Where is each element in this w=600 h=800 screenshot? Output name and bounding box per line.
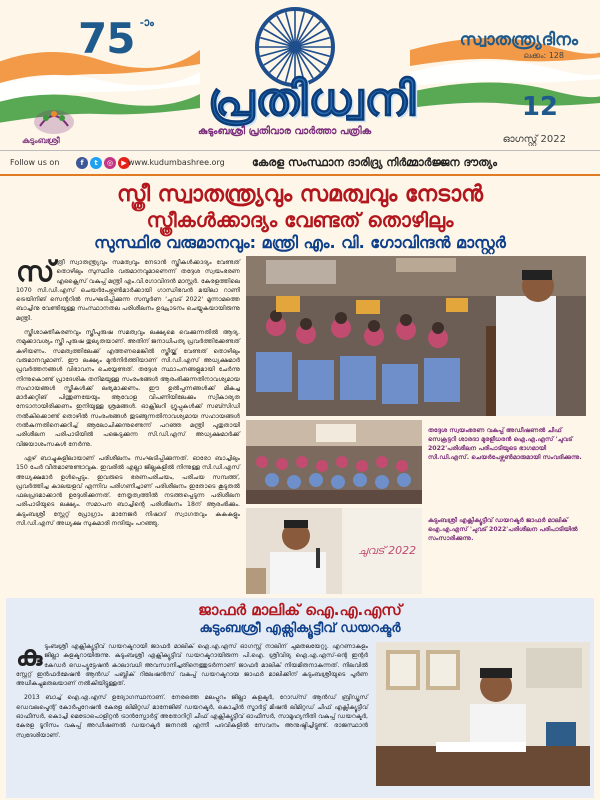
photo-caption-main: തദ്ദേശ സ്വയംഭരണ വകുപ്പ് അഡീഷണൽ ചീഫ് സെക്രട്ടറി ശാരദാ മുരളീധരൻ ഐ.എ.എസ് 'ചുവട് 2022'പരിശീലന പരിപാടിയുടെ ഭാഗമായി സി.ഡി.എസ്. ചെയർപേഴ്സൺമാരുമായി സംവദിക്കുന്നു. — [428, 427, 582, 461]
follow-label: Follow us on — [10, 158, 60, 167]
newsletter-title: പ്രതിധ്വനി — [207, 72, 417, 126]
training-photo-main — [246, 256, 586, 416]
anniversary-suffix: -ാം — [140, 16, 154, 29]
story1-body — [16, 255, 240, 533]
dropcap: സ് — [16, 255, 55, 288]
issue-number: 12 — [521, 92, 558, 122]
headline-line-1: സ്ത്രീ സ്വാതന്ത്ര്യവും സമത്വവും നേടാൻ — [116, 182, 483, 207]
story2-title: ജാഫർ മാലിക് ഐ.എ.എസ് — [198, 601, 402, 619]
banner-text: ചുവട് 2022 — [358, 544, 417, 557]
twitter-icon[interactable]: t — [90, 157, 102, 169]
story2-subtitle: കുടുംബശ്രീ എക്സിക്യൂട്ടീവ് ഡയറക്ടർ — [199, 621, 401, 636]
instagram-icon[interactable]: ◎ — [104, 157, 116, 169]
story2-body — [16, 639, 368, 745]
facebook-icon[interactable]: f — [76, 157, 88, 169]
newsletter-tagline: കുടുംബശ്രീ പ്രതിവാര വാർത്താ പത്രിക — [198, 126, 372, 137]
story2-p1: ടുംബശ്രീ എക്സിക്യൂട്ടീവ് ഡയറക്ടറായി ജാഫർ മാലിക് ഐ.എ.എസ് ഓഗസ്റ്റ് നാലിന് ചുമതലയേറ്റു. എറണാകുളം ജില്ലാ കളക്ടറായിരുന്നു. കുടുംബശ്രീ എക്സിക്യൂട്ടീവ് ഡയറക്ടറായിരുന്ന പി.ഐ. ശ്രീവിദ്യ ഐ.എ.എസ്-ന്റെ ഇന്റർ കേഡർ ഡെപ്യൂട്ടേഷൻ കാലാവധി അവസാനിച്ചതിനെത്തുടർന്നാണ് ജാഫർ മാലിക് നിയമിതനാകുന്നത്. നിലവിൽ സ്റ്റേറ്റ് ഇൻഫർമേഷൻ ആൻഡ് പബ്ലിക് റിലേഷൻസ് വകുപ്പ് ഡയറക്ടറായ ജാഫർ മാലിക്കിന് കുടുംബശ്രീയുടെ പൂർണ അധികച്ചുമതലയാണ് നൽകിയിട്ടുള്ളത്. — [16, 643, 368, 688]
issue-label: ലക്കം: 128 — [523, 51, 564, 60]
website-link[interactable]: www.kudumbashree.org — [128, 158, 225, 167]
story2-paragraph — [16, 639, 368, 688]
anniversary-number: 75 — [78, 14, 135, 63]
conference-hall-photo — [246, 420, 422, 504]
follow-bar — [0, 150, 600, 176]
headline-line-3: സുസ്ഥിര വരുമാനവും: മന്ത്രി എം. വി. ഗോവിന്ദൻ മാസ്റ്റർ — [94, 233, 506, 252]
office-signing-photo — [376, 642, 590, 786]
independence-day-label: സ്വാതന്ത്ര്യദിനം — [459, 30, 578, 50]
youtube-icon[interactable]: ▶ — [118, 157, 130, 169]
social-icons — [76, 157, 130, 169]
story1-headline — [10, 182, 590, 254]
photo-caption-speaker: കുടുംബശ്രീ എക്സിക്യൂട്ടീവ് ഡയറക്ടർ ജാഫർ മാലിക് ഐ.എ.എസ് 'ചുവട് 2022'പരിശീലന പരിപാടിയിൽ സംസാരിക്കുന്നു. — [428, 517, 578, 542]
headline-line-2: സ്ത്രീകൾക്കാദ്യം വേണ്ടത് തൊഴിലും — [146, 208, 454, 232]
speaker-photo — [246, 508, 422, 594]
mission-statement: കേരള സംസ്ഥാന ദാരിദ്ര്യ നിർമ്മാർജ്ജന ദൗത്യം — [252, 156, 498, 169]
masthead — [0, 0, 600, 178]
dropcap: കു — [16, 639, 43, 672]
story2-p2: 2013 ബാച്ച് ഐ.എ.എസ് ഉദ്യോഗസ്ഥനാണ്. നേരത്തെ മലപ്പുറം ജില്ലാ കളക്ടർ, റോഡ്സ് ആൻഡ് ബ്രിഡ്ജസ് ഡെവലപ്മെന്റ് കോർപ്പറേഷൻ കേരള ലിമിറ്റഡ് മാനേജിങ് ഡയറക്ടർ, കൊച്ചിൻ സ്മാർട്ട് മിഷൻ ലിമിറ്റഡ് ചീഫ് എക്സിക്യൂട്ടീവ് ഓഫീസർ, കൊച്ചി മെട്രോപൊളിറ്റൻ ട്രാൻസ്പോർട്ട് അതോറിറ്റി ചീഫ് എക്സിക്യൂട്ടീവ് ഓഫീസർ, സാമൂഹ്യനീതി വകുപ്പ് ഡയറക്ടർ, കേരള ടൂറിസം വകുപ്പ് അഡീഷണൽ ഡയറക്ടർ ജനറൽ എന്നീ പദവികളിൽ സേവനം അനുഷ്ഠിച്ചിട്ടുണ്ട്. രാജസ്ഥാൻ സ്വദേശിയാണ്. — [16, 694, 368, 739]
story1-p1: ത്രീ സ്വാതന്ത്ര്യവും സമത്വവും നേടാൻ സ്ത്രീകൾക്കാദ്യം വേണ്ടത് തൊഴിലും സുസ്ഥിര വരുമാനവുമാണെന്ന് തദ്ദേശ സ്വയംഭരണ എക്സൈസ് വകുപ്പ് മന്ത്രി എം.വി.ഗോവിന്ദൻ മാസ്റ്റർ. കേരളത്തിലെ 1070 സി.ഡി.എസ് ചെയർപേഴ്സൺമാർക്കായി ഗാന്ധിഭവൻ മയിലാ റാണി ട്രെയിനിങ് സെന്ററിൽ സംഘടിപ്പിക്കുന്ന സമ്പൂർണ 'ചുവട് 2022' മൂന്നാമത്തെ ബാച്ചിനു വേണ്ടിയുള്ള സംസ്ഥാനതല പരിശീലനം ഉദ്ഘാടനം ചെയ്യുകയായിരുന്നു മന്ത്രി. — [16, 259, 240, 322]
issue-date: ഓഗസ്റ്റ് 2022 — [502, 134, 566, 145]
story1-paragraph — [16, 255, 240, 323]
story1-p2: സ്ത്രീശാക്തീകരണവും സ്ത്രീപുരുഷ സമത്വവും ലക്ഷ്യമെ വെക്കുന്നതിൽ ആദ്യ. നമുക്കാവശ്യം സ്ത്രീ പുരുഷ തുല്യതയാണ്. അതിന് ജനാധിപത്യ പ്രവർത്തിക്കേണ്ടത് കഴിയണം. സമത്വത്തിലേക്ക് എത്തണമെങ്കിൽ സ്ത്രീയ്ക്ക് വേണ്ടത് തൊഴിലും വരുമാനവുമാണ്. ഈ ലക്ഷ്യം മുൻനിർത്തിയാണ് സി.ഡി.എസ് അധ്യക്ഷമാർ പ്രവർത്തനങ്ങൾ വിഭാവനം ചെയ്യേണ്ടത്. തദ്ദേശ സ്ഥാപനങ്ങളുമായി ചേർന്നു നിന്നുകൊണ്ട് പ്രാദേശിക തനിമയുള്ള സംരംഭങ്ങൾ ആരംഭിക്കുന്നതിനാവശ്യമായ സഹായങ്ങൾ സ്ത്രീകൾക്ക് ലഭ്യമാക്കണം. ഈ ഉൽപ്പന്നങ്ങൾക്ക് മികച്ച മാർക്കറ്റിങ് പിന്തുണയേയും ആവോള വിപണിയിലേക്കും സ്വീകാര്യത നേടാനായിരിക്കണം ഇനിയുള്ള ശ്രമങ്ങൾ. ഓക്സിലറി ഗ്രൂപ്പുകൾക്ക് സബ്സിഡി നൽകിക്കൊണ്ട് തൊഴിൽ സംരംഭങ്ങൾ തുടങ്ങുന്നതിനാവശ്യമായ സഹായങ്ങൾ നൽകുന്നതിനെക്കുറിച്ച് ആലോചിക്കുന്നുണ്ടെന്ന് പറഞ്ഞ മന്ത്രി പുതുതായി പരിശീലന പരിപാടിയിൽ പങ്കെടുക്കുന്ന സി.ഡി.എസ് അധ്യക്ഷമാർക്ക് വിജയാശംസകൾ നേർന്നു. — [16, 329, 240, 448]
logo-text: കുടുംബശ്രീ — [22, 136, 60, 145]
story1-p3: ഏഴ് ബാച്ചുകളിലായാണ് പരിശീലനം സംഘടിപ്പിക്കുന്നത്. ഓരോ ബാച്ചിലും 150 പേർ വീതമാണുണ്ടാവുക. ഇവരിൽ എല്ലാ ജില്ലകളിൽ നിന്നുള്ള സി.ഡി.എസ് അധ്യക്ഷമാർ ഉൾപ്പെടും. ഇവരുടെ ഭരണപരിചയം, പരിചയ സമ്പത്ത്, പ്രവർത്തിച്ച കാലയളവ് എന്നിവ പരിഗണിച്ചാണ് പരിശീലനം ഇതോടെ കൂടുതൽ ഫലപ്രദമാക്കാൻ ഉദ്ദേശിക്കുന്നത്. നേതൃത്വത്തിൽ നടത്തപ്പെടുന്ന പരിശീലന പരിപാടിയുടെ ലക്ഷ്യം. സമാപന ബാച്ചിന്റെ പരിശീലനം 18ന് ആരംഭിക്കും. കുടുംബശ്രീ സ്റ്റേറ്റ് പ്രോഗ്രാം മാനേജർ നിഷാദ് സ്വാഗതവും കകകളും സി.ഡി.എസ് അധ്യക്ഷ സുകുമാരി നന്ദിയും പറഞ്ഞു. — [16, 454, 240, 528]
kudumbashree-logo-icon — [30, 104, 78, 136]
